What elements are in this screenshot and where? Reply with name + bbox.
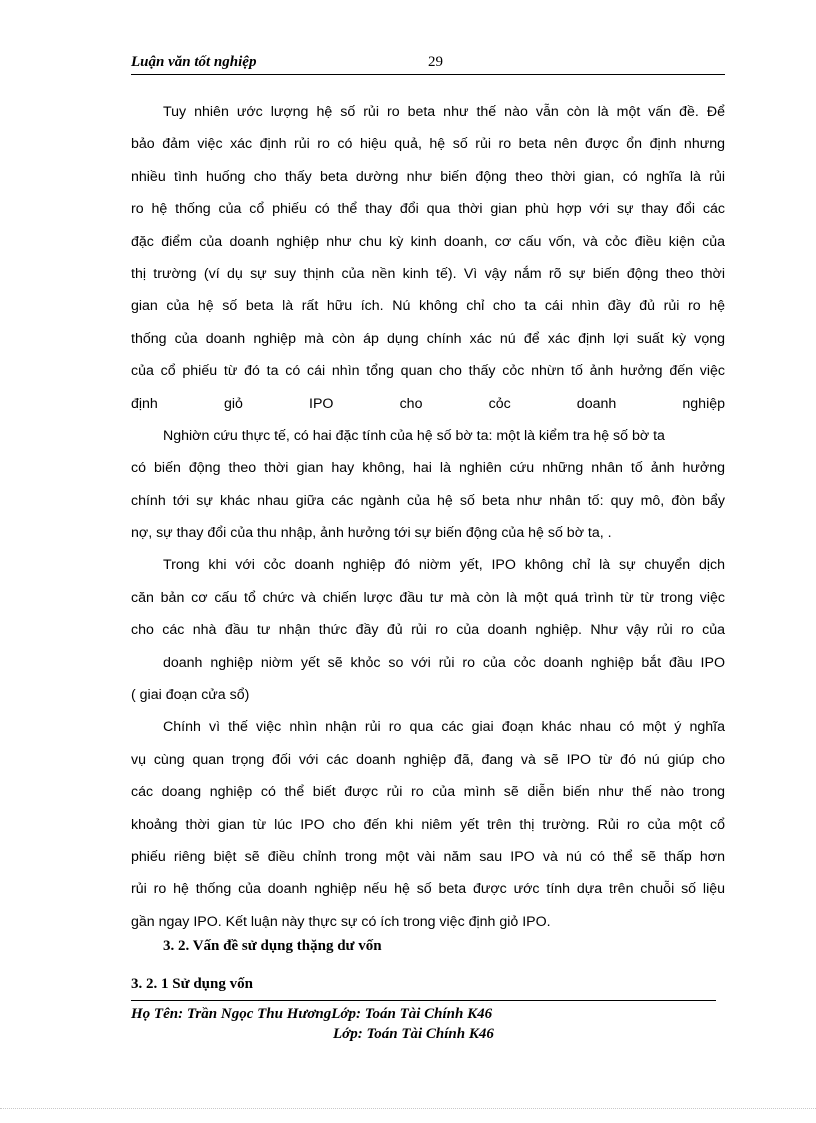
paragraph-line: doanh nghiệp niờm yết sẽ khỏc so với rủi ro của cỏc doanh nghiệp bắt đầu IPO <box>163 654 725 671</box>
section-heading: 3. 2. Vấn đề sử dụng thặng dư vốn <box>163 938 382 954</box>
paragraph-line: ( giai đoạn cửa sổ) <box>131 687 250 704</box>
subsection-heading: 3. 2. 1 Sử dụng vốn <box>131 976 253 992</box>
paragraph-line: gian của hệ số beta là rất hữu ích. Nú không chỉ cho ta cái nhìn đầy đủ rủi ro hệ <box>131 298 725 315</box>
paragraph-line: thị trường (ví dụ sự suy thịnh của nền kinh tế). Vì vậy nắm rõ sự biến động theo thời <box>131 265 725 282</box>
paragraph-line: gần ngay IPO. Kết luận này thực sự có ích trong việc định giỏ IPO. <box>131 913 551 930</box>
paragraph-line: căn bản cơ cấu tổ chức và chiến lược đầu tư mà còn là một quá trình từ từ trong việc <box>131 589 725 606</box>
paragraph-line: Chính vì thế việc nhìn nhận rủi ro qua các giai đoạn khác nhau có một ý nghĩa <box>163 719 725 736</box>
page-bottom-border <box>0 1108 816 1109</box>
footer-class: Lớp: Toán Tài Chính K46 <box>333 1026 494 1042</box>
paragraph-line: phiếu riêng biệt sẽ điều chỉnh trong một vài năm sau IPO và nú có thể sẽ thấp hơn <box>131 848 725 865</box>
paragraph-line: nợ, sự thay đổi của thu nhập, ảnh hưởng tới sự biến động của hệ số bờ ta, . <box>131 525 612 542</box>
footer-divider <box>131 1000 716 1001</box>
page-header <box>131 52 725 75</box>
paragraph-line: Tuy nhiên ước lượng hệ số rủi ro beta như thế nào vẫn còn là một vấn đề. Để <box>163 104 725 120</box>
paragraph-line: định giỏ IPO cho cỏc doanh nghiệp <box>131 395 725 412</box>
paragraph-line: nhiều tình huống cho thấy beta dường như biến động theo thời gian, có nghĩa là rủi <box>131 168 725 185</box>
paragraph-line: thống của doanh nghiệp mà còn áp dụng chính xác nú để xác định lợi suất kỳ vọng <box>131 330 725 347</box>
paragraph-line: có biến động theo thời gian hay không, hai là nghiên cứu những nhân tố ảnh hưởng <box>131 460 725 477</box>
paragraph-line: Trong khi với cỏc doanh nghiệp đó niờm yết, IPO không chỉ là sự chuyển dịch <box>163 557 725 574</box>
footer-author: Họ Tên: Trần Ngọc Thu HươngLớp: Toán Tài Chính K46 <box>131 1006 493 1022</box>
paragraph-line: rủi ro hệ thống của doanh nghiệp nếu hệ số beta được ước tính dựa trên chuỗi số liệu <box>131 881 725 898</box>
paragraph-line: cho các nhà đầu tư nhận thức đầy đủ rủi ro của doanh nghiệp. Như vậy rủi ro của <box>131 622 725 639</box>
paragraph-line: ro hệ thống của cổ phiếu có thể thay đổi qua thời gian phù hợp với sự thay đổi các <box>131 201 725 218</box>
paragraph-line: khoảng thời gian từ lúc IPO cho đến khi niêm yết trên thị trường. Rủi ro của một cổ <box>131 816 725 833</box>
paragraph-line: vụ cùng quan trọng đối với các doanh nghiệp đã, đang và sẽ IPO từ đó nú giúp cho <box>131 751 725 768</box>
paragraph-line: chính tới sự khác nhau giữa các ngành của hệ số beta như nhân tố: quy mô, đòn bẩy <box>131 492 725 509</box>
paragraph-line: Nghiờn cứu thực tế, có hai đặc tính của hệ số bờ ta: một là kiểm tra hệ số bờ ta <box>163 427 665 444</box>
paragraph-line: bảo đảm việc xác định rủi ro có hiệu quả, hệ số rủi ro beta nên được ổn định nhưng <box>131 136 725 153</box>
body-text <box>131 96 725 938</box>
paragraph-line: đặc điểm của doanh nghiệp như chu kỳ kinh doanh, cơ cấu vốn, và cỏc điều kiện của <box>131 233 725 250</box>
paragraph-line: của cổ phiếu từ đó ta có cái nhìn tổng quan cho thấy cỏc nhừn tố ảnh hưởng đến việc <box>131 363 725 380</box>
page-number: 29 <box>428 54 443 70</box>
header-title: Luận văn tốt nghiệp <box>131 54 257 70</box>
paragraph-line: các doang nghiệp có thể biết được rủi ro của mình sẽ diễn biến như thế nào trong <box>131 784 725 801</box>
